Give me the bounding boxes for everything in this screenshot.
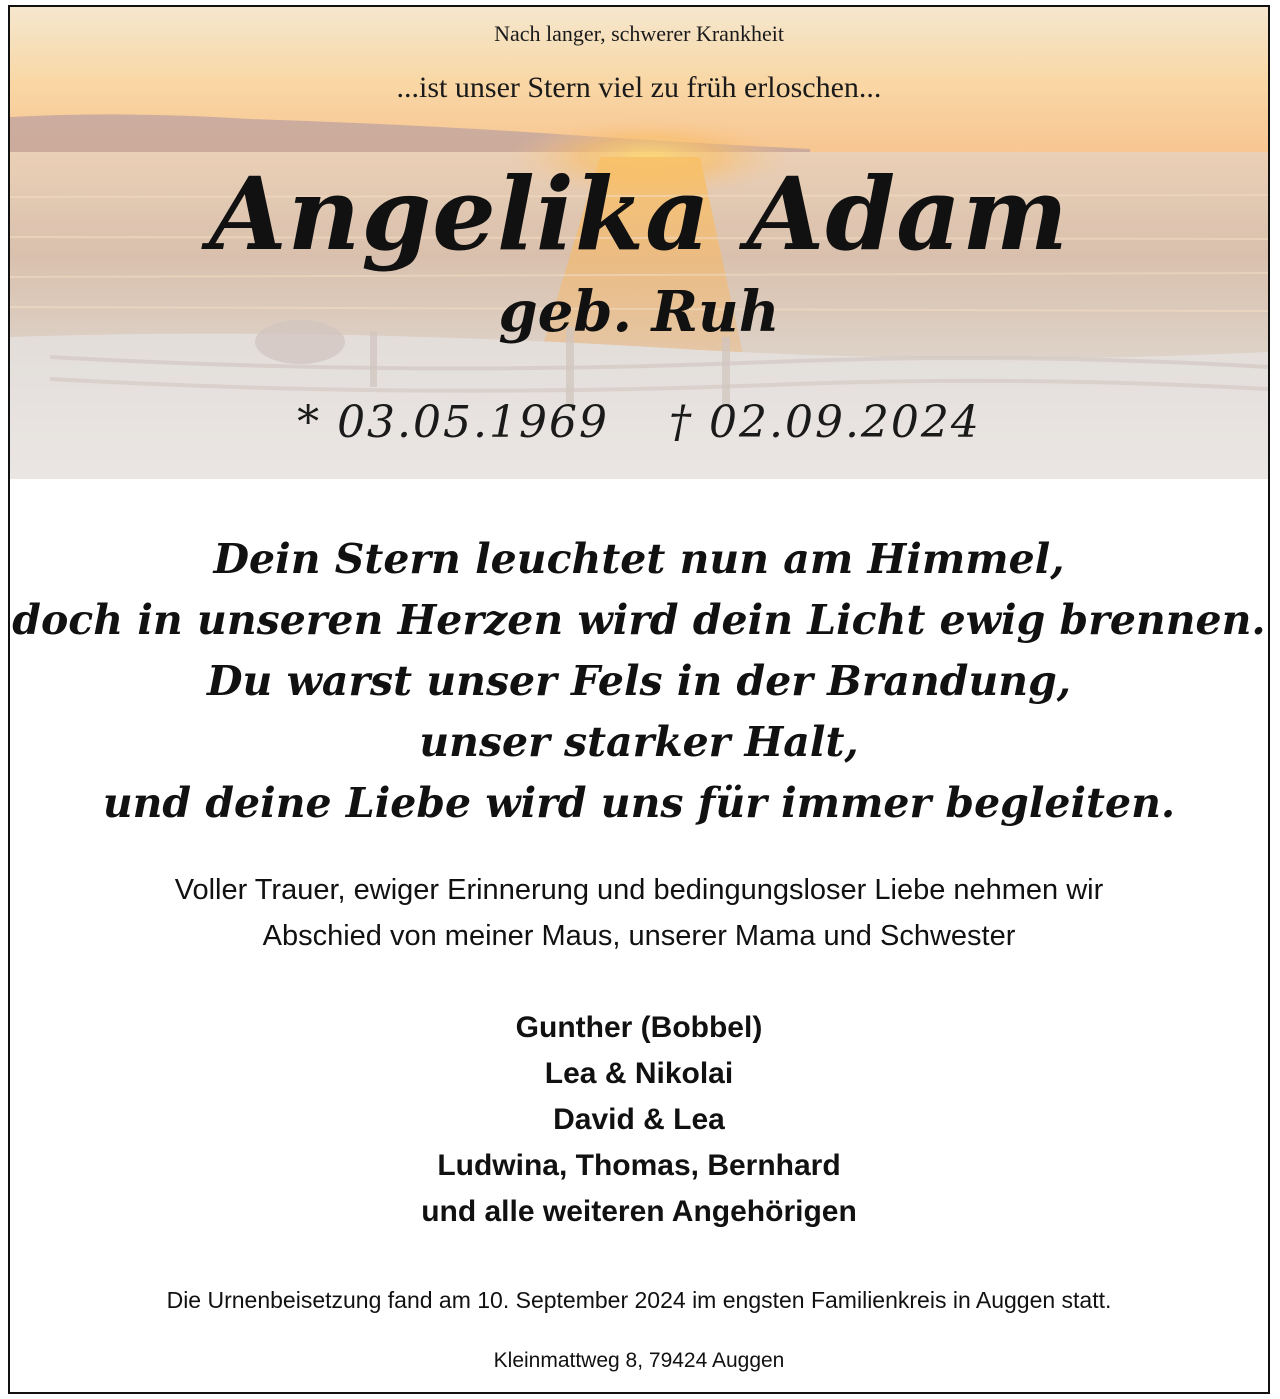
mourners-list xyxy=(10,1005,1268,1235)
mourner-name: Gunther (Bobbel) xyxy=(515,1011,763,1044)
mourner-name: Lea & Nikolai xyxy=(544,1057,734,1090)
farewell-line: Voller Trauer, ewiger Erinnerung und bedingungsloser Liebe nehmen wir xyxy=(174,874,1104,906)
poem-line: doch in unseren Herzen wird dein Licht ewig brennen. xyxy=(12,596,1266,644)
mourner-name: Ludwina, Thomas, Bernhard xyxy=(437,1149,841,1182)
address: Kleinmattweg 8, 79424 Auggen xyxy=(493,1349,785,1372)
poem-line: Du warst unser Fels in der Brandung, xyxy=(206,657,1072,705)
obituary-notice xyxy=(8,5,1270,1394)
maiden-name: geb. Ruh xyxy=(498,279,780,345)
poem-line: und deine Liebe wird uns für immer begleiten. xyxy=(102,779,1176,827)
poem-line: unser starker Halt, xyxy=(419,718,859,766)
deceased-name: Angelika Adam xyxy=(209,155,1069,273)
poem-line: Dein Stern leuchtet nun am Himmel, xyxy=(213,535,1065,583)
birth-date: * 03.05.1969 xyxy=(297,397,609,448)
subtitle-text: ...ist unser Stern viel zu früh erloschen... xyxy=(396,71,882,104)
mourner-name: David & Lea xyxy=(553,1103,725,1136)
death-date: † 02.09.2024 xyxy=(669,397,981,448)
life-dates xyxy=(10,397,1268,448)
intro-text: Nach langer, schwerer Krankheit xyxy=(494,21,784,46)
sunset-header-image xyxy=(10,7,1268,479)
mourner-name: und alle weiteren Angehörigen xyxy=(421,1195,857,1228)
farewell-line: Abschied von meiner Maus, unserer Mama und Schwester xyxy=(262,920,1016,952)
burial-notice: Die Urnenbeisetzung fand am 10. September 2024 im engsten Familienkreis in Auggen statt. xyxy=(166,1287,1112,1313)
poem xyxy=(10,529,1268,834)
farewell-text xyxy=(10,867,1268,959)
